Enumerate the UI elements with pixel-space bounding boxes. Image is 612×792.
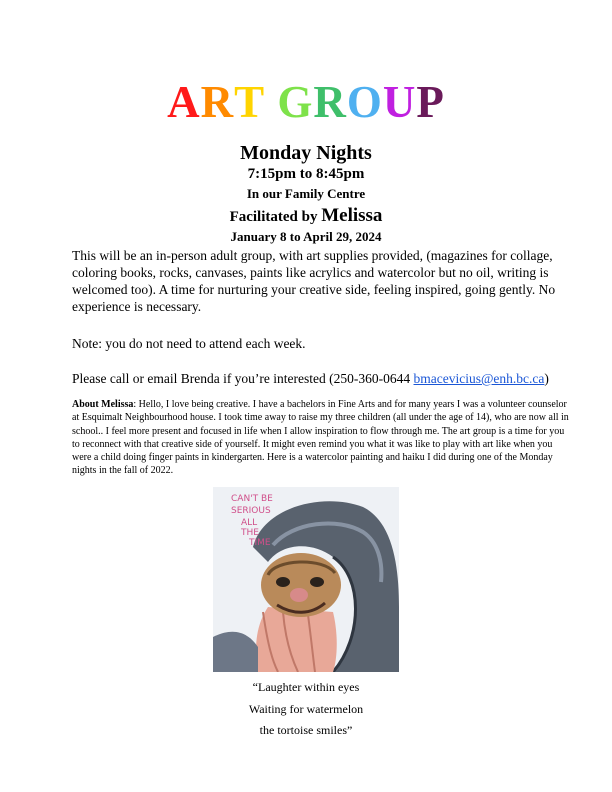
painting-inscription: THE bbox=[241, 528, 259, 538]
title-space bbox=[265, 76, 277, 128]
haiku-line: the tortoise smiles” bbox=[259, 723, 353, 737]
event-dates: January 8 to April 29, 2024 bbox=[230, 229, 382, 244]
description-paragraph: This will be an in-person adult group, with art supplies provided, (magazines for collage, coloring books, rocks, canvases, paints like acrylics and watercolor but no oil, writing is welcomed too). A time for nurturing your creative side, feeling inspired, going gently. No experience is necessary. bbox=[72, 248, 556, 314]
painting-inscription: CAN'T BE bbox=[231, 494, 273, 504]
event-location: In our Family Centre bbox=[246, 186, 366, 201]
title-letter: O bbox=[346, 77, 383, 127]
painting-inscription: SERIOUS bbox=[231, 506, 271, 516]
about-text: : Hello, I love being creative. I have a bachelors in Fine Arts and for many years I was a volunteer counselor at Esquimalt Neighbourhood house. I took time away to raise my three children (all under the age of 14), who are now all in school.. I feel more present and focused in life when I allow inspiration to flow through me. The art group is a time for you to reconnect with that creative side of yourself. It might even remind you what it was like to play with art like when you were a child doing finger paints in kindergarten. Here is a watercolor painting and haiku I did during one of the Monday nights in the fall of 2022. bbox=[72, 399, 569, 477]
painting-inscription: ALL bbox=[241, 518, 258, 528]
title-letter: R bbox=[200, 77, 235, 127]
title-letter: R bbox=[313, 77, 347, 127]
facilitator-name: Melissa bbox=[321, 205, 383, 226]
title-letter: A bbox=[167, 77, 201, 127]
title-letter: U bbox=[382, 77, 417, 127]
contact-text: Please call or email Brenda if you’re interested (250-360-0644 bbox=[72, 371, 414, 386]
title-letter: T bbox=[234, 77, 266, 127]
facilitated-prefix: Facilitated by bbox=[229, 209, 322, 225]
note-paragraph: Note: you do not need to attend each week. bbox=[72, 336, 306, 351]
about-paragraph bbox=[72, 398, 572, 478]
email-link[interactable]: bmacevicius@enh.bc.ca bbox=[413, 371, 545, 386]
haiku-line: Waiting for watermelon bbox=[248, 702, 364, 716]
painting-inscription: TIME bbox=[249, 538, 271, 548]
haiku-line: “Laughter within eyes bbox=[252, 680, 360, 694]
event-day: Monday Nights bbox=[240, 142, 372, 164]
tortoise-painting-art bbox=[213, 487, 399, 672]
page-title bbox=[0, 76, 612, 128]
title-letter: P bbox=[416, 77, 445, 127]
contact-paragraph bbox=[72, 370, 572, 387]
about-label: About Melissa bbox=[72, 399, 134, 410]
contact-close: ) bbox=[544, 371, 549, 386]
facilitator-line bbox=[0, 205, 612, 227]
tortoise-painting bbox=[213, 487, 399, 672]
event-time: 7:15pm to 8:45pm bbox=[247, 166, 365, 182]
title-letter: G bbox=[277, 77, 314, 127]
